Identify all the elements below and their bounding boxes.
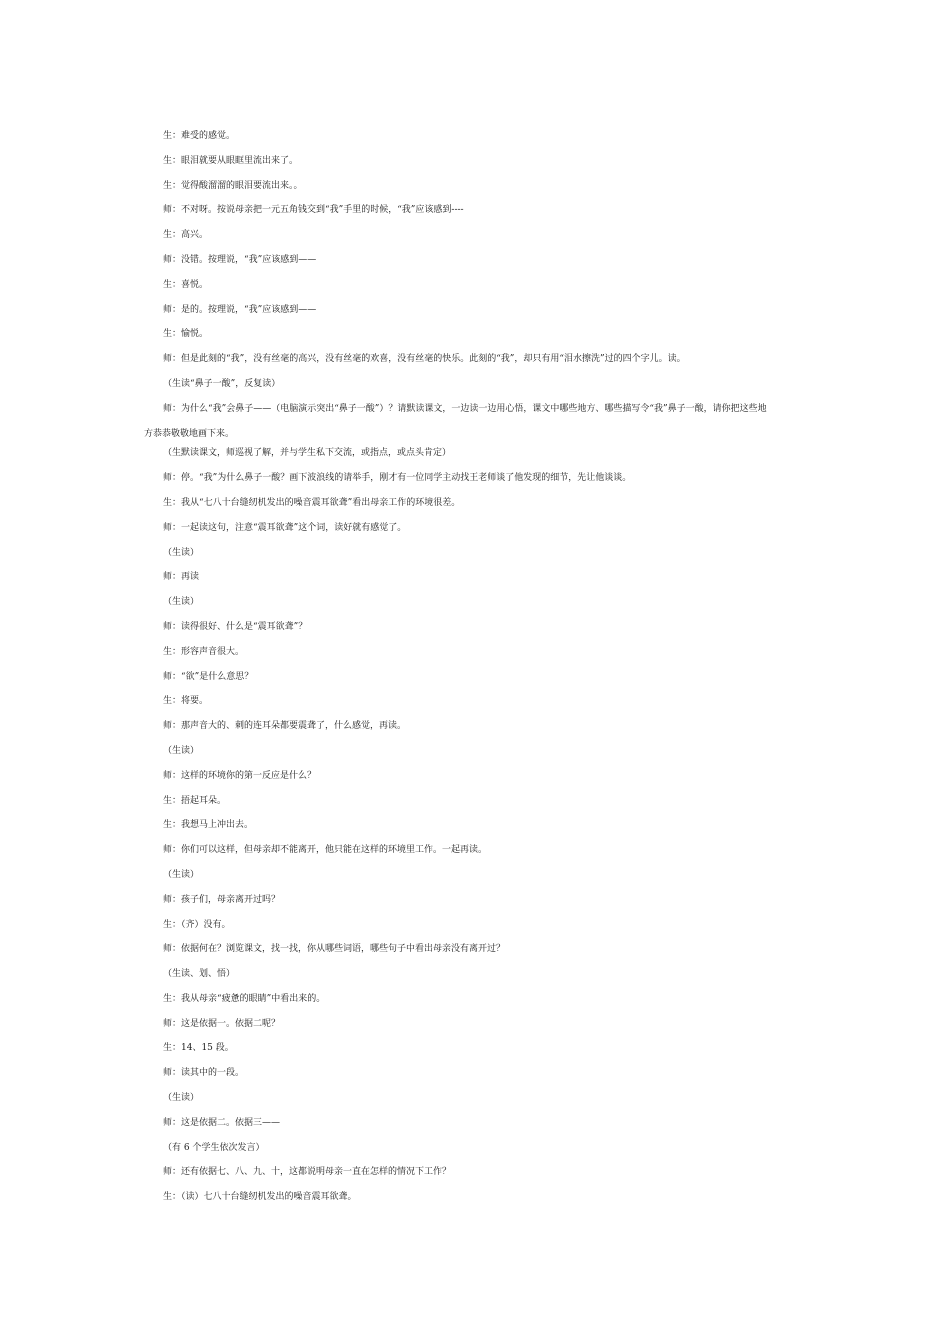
transcript-paragraph [144,397,814,447]
transcript-line: 生：觉得酸溜溜的眼泪要流出来。。 [163,180,303,191]
transcript-line: 师：一起读这句，注意“震耳欲聋”这个词，读好就有感觉了。 [163,522,407,533]
transcript-line: 师：孩子们，母亲离开过吗？ [163,894,281,905]
transcript-line: 师：但是此刻的“我”，没有丝毫的高兴，没有丝毫的欢喜，没有丝毫的快乐。此刻的“我”，却只有用“泪水擦洗”过的四个字儿。读。 [163,354,686,365]
transcript-line: （生读） [163,597,200,608]
transcript-line: 生：捂起耳朵。 [163,795,227,806]
transcript-line: （生读） [163,745,200,756]
transcript-line: 生：（齐）没有。 [163,919,231,930]
transcript-line: 生：我从“七八十台缝纫机发出的噪音震耳欲聋”看出母亲工作的环境很差。 [163,497,461,508]
transcript-line: 生：难受的感觉。 [163,131,236,141]
transcript-line: （生读） [163,869,200,880]
transcript-line: 生：我从母亲“疲惫的眼睛”中看出来的。 [163,993,326,1004]
transcript-line: 师：那声音大的、刺的连耳朵都要震聋了，什么感觉，再读。 [163,721,407,732]
transcript-line: 生：喜悦。 [163,279,209,290]
paragraph-first-line: 师：为什么“我”会鼻子——（电脑演示突出“鼻子一酸”）？请默读课文，一边读一边用心悟，课文中哪些地方、哪些描写令“我”鼻子一酸，请你把这些地 [163,403,767,414]
transcript-line: （生读、划、悟） [163,969,236,980]
transcript-line: （生读） [163,1093,200,1104]
transcript-line: 师：“欲”是什么意思？ [163,671,254,682]
transcript-body [144,129,814,1215]
transcript-line: 师：没错。按理说，“我”应该感到—— [163,254,317,265]
transcript-line: 师：这是依据二。依据三—— [163,1117,281,1128]
transcript-line: （生读） [163,547,200,558]
transcript-line: （生默读课文，师巡视了解，并与学生私下交流，或指点，或点头肯定） [163,448,452,459]
transcript-line: 师：是的。按理说，“我”应该感到—— [163,304,317,315]
transcript-line: 师：停。“我”为什么鼻子一酸？画下波浪线的请举手，刚才有一位同学主动找王老师谈了他发现的细节，先让他谈谈。 [163,473,632,484]
transcript-line: 师：这样的环境你的第一反应是什么？ [163,770,317,781]
transcript-line: 生：形容声音很大。 [163,646,245,657]
transcript-line: （生读“鼻子一酸”，反复读） [163,378,281,389]
transcript-line: 师：不对呀。按说母亲把一元五角钱交到“我”手里的时候，“我”应该感到---- [163,205,464,216]
transcript-line: 师：你们可以这样，但母亲却不能离开，他只能在这样的环境里工作。一起再读。 [163,845,488,856]
transcript-line: 生：（读）七八十台缝纫机发出的噪音震耳欲聋。 [163,1192,357,1203]
transcript-line: 师：还有依据七、八、九、十，这都说明母亲一直在怎样的情况下工作？ [163,1167,452,1178]
transcript-line: 生：14、15 段。 [163,1043,234,1054]
transcript-line: （有 6 个学生依次发言） [163,1142,265,1153]
transcript-line: 生：将要。 [163,696,209,707]
transcript-line: 生：高兴。 [163,230,209,241]
transcript-line: 师：这是依据一。依据二呢？ [163,1018,281,1029]
paragraph-continuation-line: 方恭恭敬敬地画下来。 [144,428,235,439]
transcript-line: 生：我想马上冲出去。 [163,820,254,831]
transcript-line: 师：再读 [163,572,200,583]
transcript-line: 师：读其中的一段。 [163,1068,245,1079]
transcript-line: 师：依据何在？浏览课文，找一找，你从哪些词语，哪些句子中看出母亲没有离开过？ [163,944,506,955]
transcript-line: 师：读得很好、什么是“震耳欲聋”？ [163,621,308,632]
transcript-line: 生：愉悦。 [163,329,209,340]
transcript-line: 生：眼泪就要从眼眶里流出来了。 [163,155,299,166]
